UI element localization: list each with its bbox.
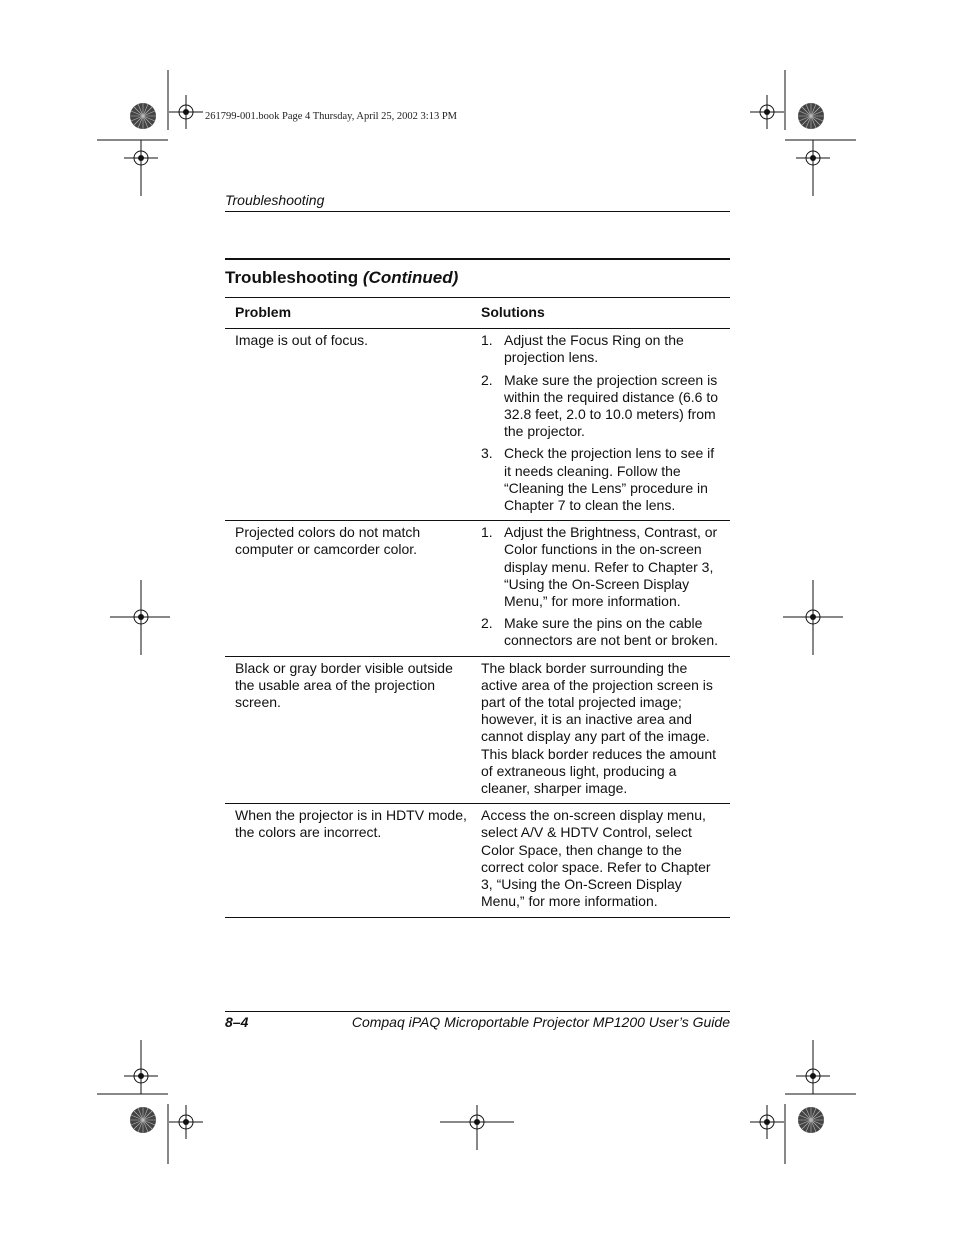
footer-book-title: Compaq iPAQ Microportable Projector MP1200 User’s Guide — [351, 1014, 730, 1030]
solution-cell — [473, 521, 730, 656]
table-row — [225, 521, 730, 656]
step-text: Adjust the Focus Ring on the projection lens. — [504, 332, 684, 366]
header-rule — [225, 211, 730, 212]
solution-steps — [481, 332, 724, 514]
table-row — [225, 329, 730, 521]
step-number: 2. — [481, 371, 493, 388]
solution-cell: The black border surrounding the active area of the projection screen is part of the total projected image; however, it is an inactive area and cannot display any part of the image. This black border reduces the amount of extraneous light, producing a cleaner, sharper image. — [473, 656, 730, 804]
solution-step — [481, 524, 724, 610]
step-text: Adjust the Brightness, Contrast, or Color functions in the on-screen display menu. Refer to Chapter 3, “Using the On-Screen Display Menu,” for more information. — [504, 524, 718, 610]
solution-step — [481, 615, 724, 649]
solution-step — [481, 332, 724, 366]
section-title-suffix: (Continued) — [362, 268, 459, 287]
step-number: 3. — [481, 445, 493, 462]
header-problem: Problem — [225, 298, 473, 329]
table-header-row — [225, 298, 730, 329]
step-text: Check the projection lens to see if it needs cleaning. Follow the “Cleaning the Lens” procedure in Chapter 7 to clean the lens. — [504, 445, 715, 514]
step-text: Make sure the projection screen is within the required distance (6.6 to 32.8 feet, 2.0 to 10.0 meters) from the projector. — [504, 371, 719, 440]
problem-cell: Projected colors do not match computer or camcorder color. — [225, 521, 473, 656]
solution-step — [481, 445, 724, 514]
problem-cell: Image is out of focus. — [225, 329, 473, 521]
table — [225, 297, 730, 918]
solution-step — [481, 372, 724, 441]
section-title — [225, 268, 458, 288]
troubleshooting-table — [225, 297, 730, 918]
step-number: 1. — [481, 524, 493, 541]
section-title-text: Troubleshooting — [225, 268, 359, 287]
table-row — [225, 804, 730, 917]
footer-rule — [225, 1011, 730, 1012]
step-number: 2. — [481, 615, 493, 632]
problem-cell: Black or gray border visible outside the usable area of the projection screen. — [225, 656, 473, 804]
step-number: 1. — [481, 332, 493, 349]
running-header: Troubleshooting — [225, 192, 325, 208]
header-solutions: Solutions — [473, 298, 730, 329]
problem-cell: When the projector is in HDTV mode, the colors are incorrect. — [225, 804, 473, 917]
solution-steps — [481, 524, 724, 649]
page-number: 8–4 — [225, 1014, 249, 1030]
solution-cell — [473, 329, 730, 521]
title-rule — [225, 258, 730, 260]
solution-cell: Access the on-screen display menu, select A/V & HDTV Control, select Color Space, then change to the correct color space. Refer to Chapter 3, “Using the On-Screen Display Menu,” for more information. — [473, 804, 730, 917]
step-text: Make sure the pins on the cable connectors are not bent or broken. — [504, 615, 719, 649]
print-info: 261799-001.book Page 4 Thursday, April 25, 2002 3:13 PM — [205, 111, 457, 122]
table-row — [225, 656, 730, 804]
